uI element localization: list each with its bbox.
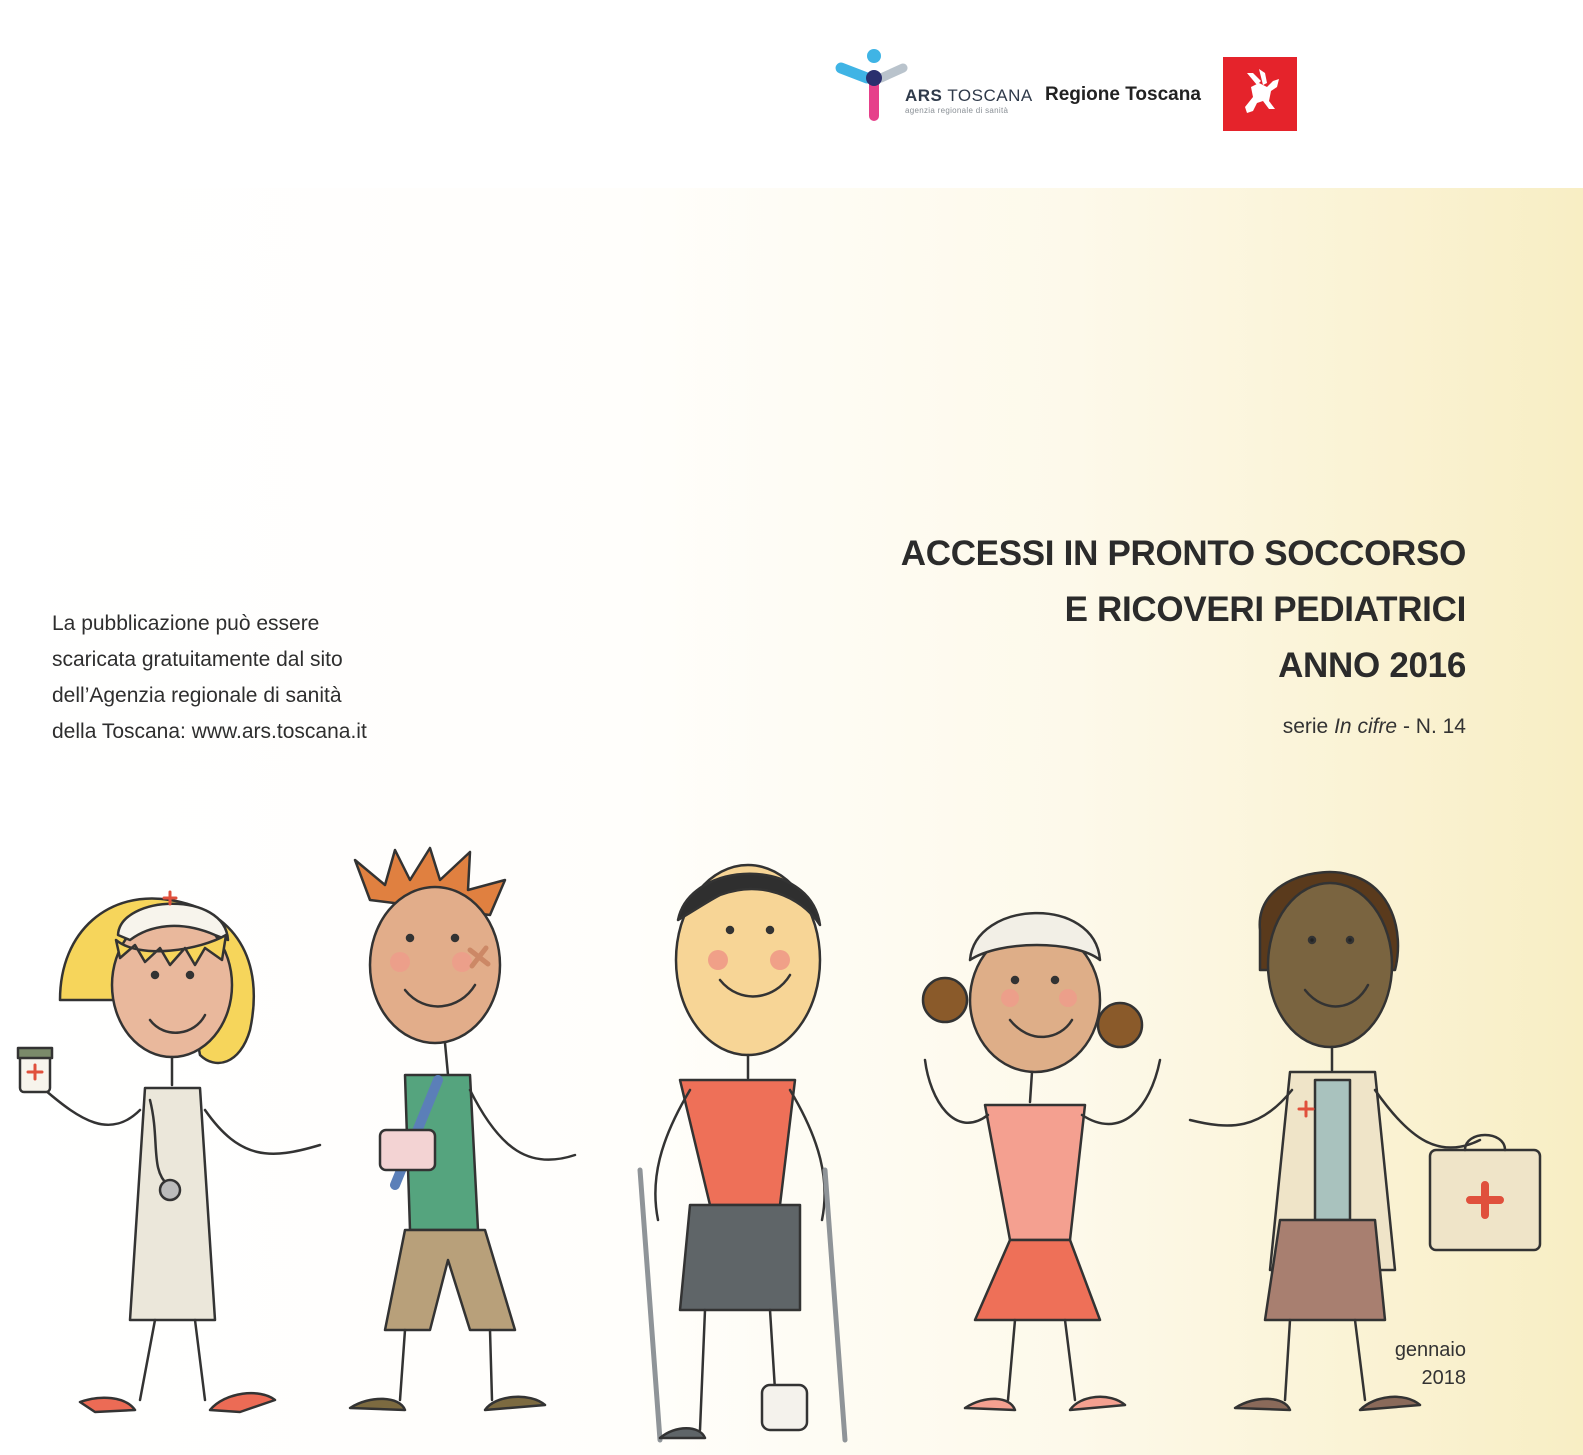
doctor-child-figure: [1190, 872, 1540, 1410]
date-month: gennaio: [1394, 1339, 1466, 1361]
nurse-child-figure: [18, 892, 320, 1412]
download-note: [52, 606, 432, 750]
girl-with-bandage-figure: [923, 913, 1160, 1410]
header-logos: [833, 48, 1299, 134]
region-name: Regione Toscana: [1045, 84, 1201, 105]
ars-tagline: agenzia regionale di sanità: [905, 106, 1009, 115]
pegasus-icon: [1223, 57, 1297, 131]
ars-wordmark: ARS TOSCANA: [905, 86, 1033, 105]
boy-on-crutches-figure: [640, 865, 845, 1440]
boy-with-sling-figure: [350, 848, 575, 1410]
title-line: E RICOVERI PEDIATRICI: [1064, 590, 1466, 629]
date-year: 2018: [1421, 1367, 1466, 1389]
series-name: In cifre: [1334, 715, 1398, 738]
children-illustration: [0, 840, 1583, 1455]
note-line: La pubblicazione può essere: [52, 612, 320, 635]
series-label: serie In cifre - N. 14: [1282, 715, 1466, 738]
report-title: [901, 526, 1466, 694]
title-line: ANNO 2016: [1278, 646, 1466, 685]
title-line: ACCESSI IN PRONTO SOCCORSO: [900, 534, 1466, 573]
note-line: della Toscana: www.ars.toscana.it: [52, 720, 367, 743]
note-line: scaricata gratuitamente dal sito: [52, 648, 343, 671]
note-line: dell’Agenzia regionale di sanità: [52, 684, 342, 707]
